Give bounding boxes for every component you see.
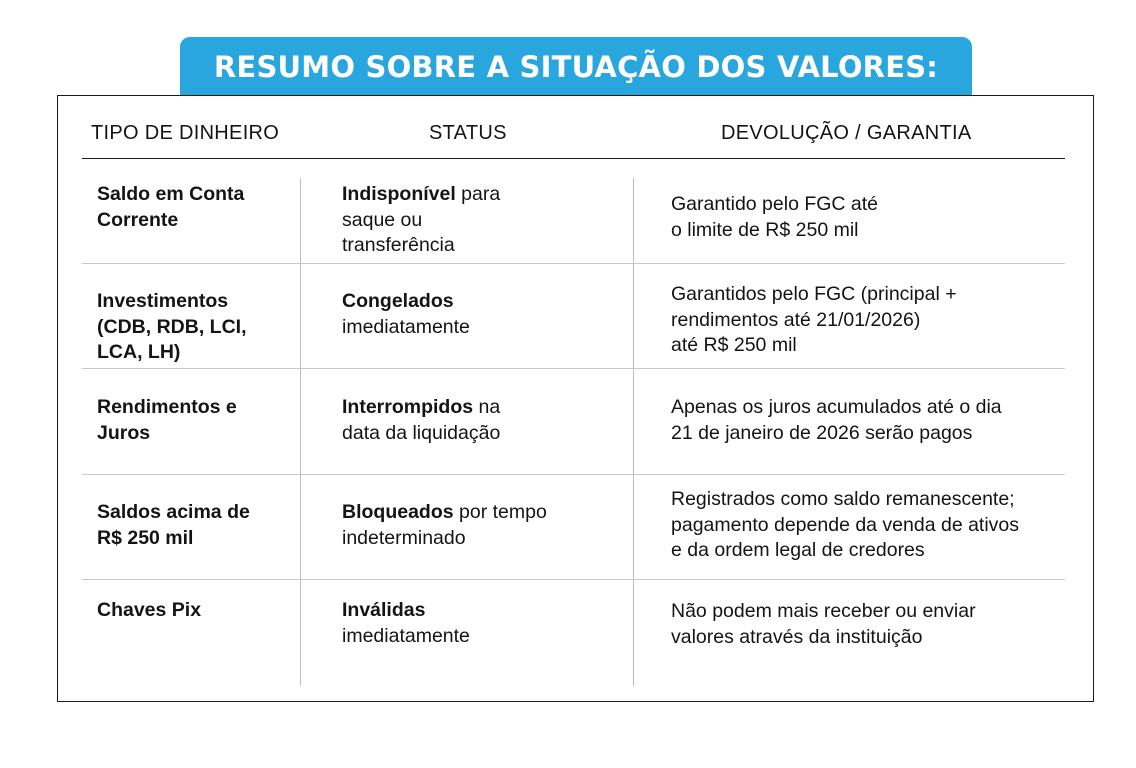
table-cell-refund: Garantidos pelo FGC (principal + rendimentos até 21/01/2026) até R$ 250 mil — [671, 283, 957, 356]
status-detail: na data da liquidação — [342, 396, 501, 444]
header-divider — [82, 158, 1065, 159]
status-detail: imediatamente — [342, 624, 470, 647]
column-divider — [633, 178, 634, 686]
banner-title: RESUMO SOBRE A SITUAÇÃO DOS VALORES: — [213, 50, 939, 84]
status-emphasis: Bloqueados — [342, 501, 454, 523]
status-emphasis: Indisponível — [342, 183, 456, 205]
table-cell-type: Investimentos (CDB, RDB, LCI, LCA, LH) — [97, 290, 247, 363]
row-divider — [82, 263, 1065, 264]
table-cell-status — [342, 500, 612, 551]
table-cell-status — [342, 598, 612, 649]
table-cell-type: Saldos acima de R$ 250 mil — [97, 501, 250, 549]
status-emphasis: Interrompidos — [342, 396, 474, 418]
table-cell-refund: Garantido pelo FGC até o limite de R$ 250 mil — [671, 193, 879, 241]
table-cell-status — [342, 289, 612, 340]
row-divider — [82, 579, 1065, 580]
table-cell-refund: Registrados como saldo remanescente; pagamento depende da venda de ativos e da ordem legal de credores — [671, 488, 1020, 561]
status-detail: imediatamente — [342, 315, 470, 338]
status-emphasis: Congelados — [342, 290, 454, 312]
row-divider — [82, 474, 1065, 475]
status-detail: por tempo indeterminado — [342, 501, 547, 549]
table-cell-type: Chaves Pix — [97, 599, 202, 621]
header-money-type: TIPO DE DINHEIRO — [91, 122, 280, 144]
table-cell-type: Rendimentos e Juros — [97, 396, 237, 444]
row-divider — [82, 368, 1065, 369]
header-status: STATUS — [429, 122, 507, 144]
status-detail: para saque ou transferência — [342, 183, 501, 256]
table-cell-status — [342, 182, 612, 259]
table-cell-refund: Apenas os juros acumulados até o dia 21 de janeiro de 2026 serão pagos — [671, 396, 1002, 444]
table-cell-type: Saldo em Conta Corrente — [97, 183, 245, 231]
table-cell-refund: Não podem mais receber ou enviar valores através da instituição — [671, 600, 976, 648]
header-refund-guarantee: DEVOLUÇÃO / GARANTIA — [721, 122, 972, 144]
summary-banner — [180, 37, 972, 95]
column-divider — [300, 178, 301, 686]
table-cell-status — [342, 395, 612, 446]
status-emphasis: Inválidas — [342, 599, 426, 621]
